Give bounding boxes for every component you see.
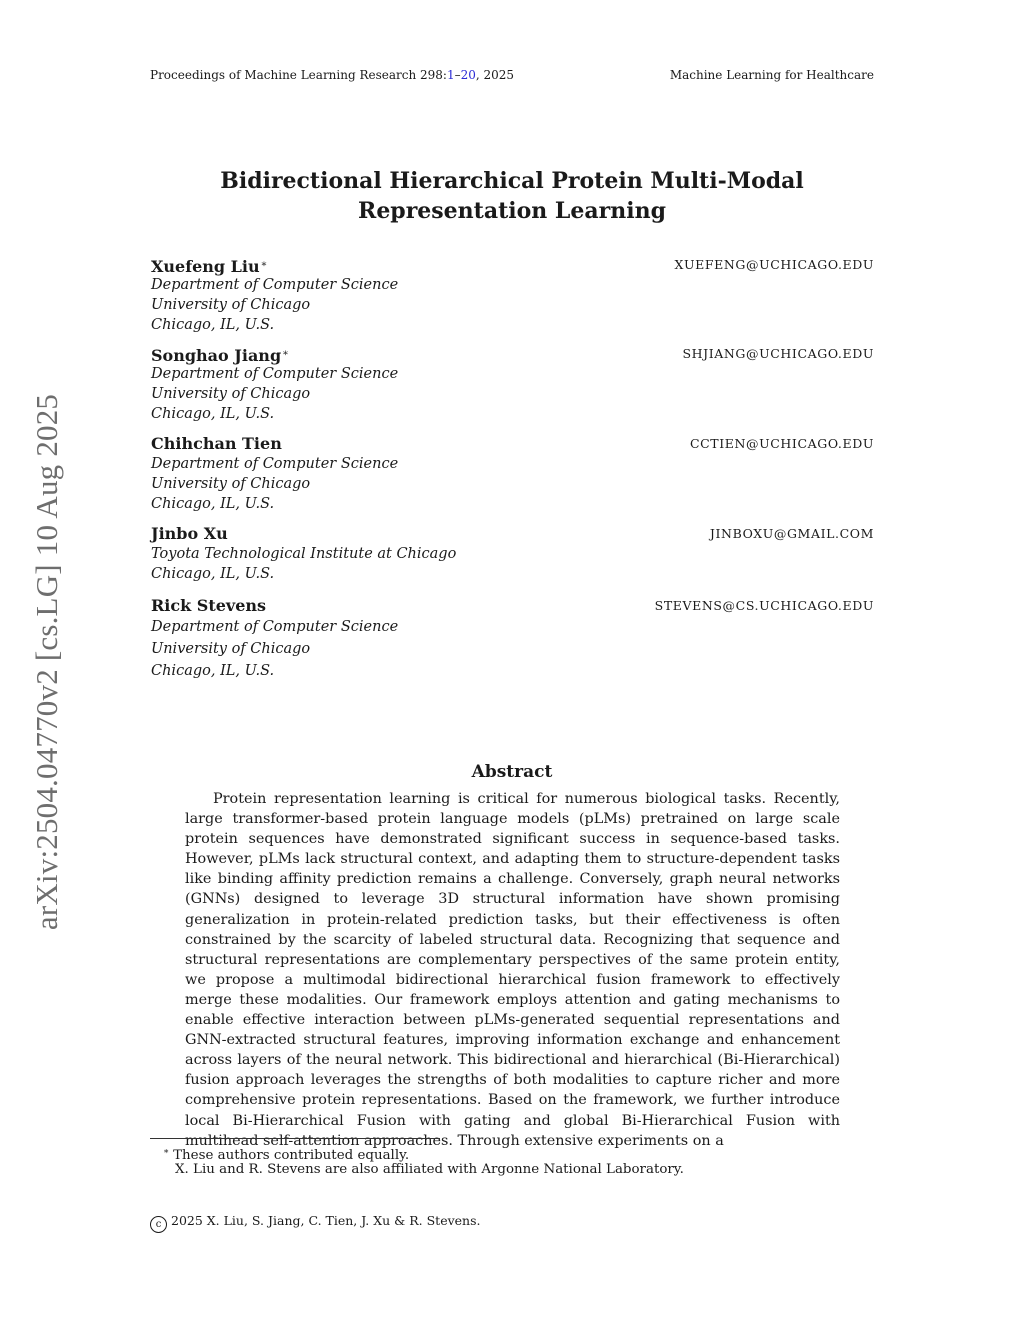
copyright-text: 2025 X. Liu, S. Jiang, C. Tien, J. Xu & R. Stevens. bbox=[171, 1213, 481, 1228]
affiliation-location: Chicago, IL, U.S. bbox=[151, 317, 275, 333]
running-header-right: Machine Learning for Healthcare bbox=[669, 68, 874, 82]
affiliation-department: Department of Computer Science bbox=[151, 456, 399, 472]
author-email[interactable]: XUEFENG@UCHICAGO.EDU bbox=[674, 257, 874, 272]
author-email[interactable]: JINBOXU@GMAIL.COM bbox=[709, 526, 874, 541]
affiliation-institution: University of Chicago bbox=[151, 386, 311, 402]
affiliation-location: Chicago, IL, U.S. bbox=[151, 496, 275, 512]
author-block bbox=[151, 434, 874, 514]
proceedings-year: , 2025 bbox=[475, 68, 515, 82]
affiliation-location: Chicago, IL, U.S. bbox=[151, 406, 275, 422]
author-email[interactable]: STEVENS@CS.UCHICAGO.EDU bbox=[654, 598, 874, 613]
author-block bbox=[151, 255, 874, 335]
author-email[interactable]: CCTIEN@UCHICAGO.EDU bbox=[689, 436, 874, 451]
author-block bbox=[151, 524, 874, 584]
author-block bbox=[151, 344, 874, 424]
copyright-notice bbox=[150, 1212, 481, 1233]
abstract-heading: Abstract bbox=[471, 762, 553, 782]
affiliation-institution: University of Chicago bbox=[151, 641, 311, 657]
author-block bbox=[151, 596, 874, 682]
author-name: Xuefeng Liu∗ bbox=[151, 257, 268, 276]
page-range-separator: – bbox=[454, 68, 461, 82]
affiliation-department: Department of Computer Science bbox=[151, 366, 399, 382]
page-end-link[interactable]: 20 bbox=[460, 68, 476, 82]
affiliation-department: Department of Computer Science bbox=[151, 619, 399, 635]
arxiv-side-stamp: arXiv:2504.04770v2 [cs.LG] 10 Aug 2025 bbox=[29, 393, 64, 931]
affiliation-institution: Toyota Technological Institute at Chicago bbox=[151, 546, 457, 562]
title-line-1: Bidirectional Hierarchical Protein Multi-Modal bbox=[220, 168, 804, 194]
affiliation-location: Chicago, IL, U.S. bbox=[151, 566, 275, 582]
footnote-text: These authors contributed equally. bbox=[173, 1148, 410, 1163]
affiliation-location: Chicago, IL, U.S. bbox=[151, 663, 275, 679]
running-header-left bbox=[150, 68, 514, 82]
affiliation-institution: University of Chicago bbox=[151, 476, 311, 492]
abstract-body: Protein representation learning is critical for numerous biological tasks. Recently, large transformer-based protein language models (pLMs) pretrained on large scale protein sequences have demonstrated significant success in sequence-based tasks. However, pLMs lack structural context, and adapting them to structure-dependent tasks like binding affinity prediction remains a challenge. Conversely, graph neural networks (GNNs) designed to leverage 3D structural information have shown promising generalization in protein-related prediction tasks, but their effectiveness is often constrained by the scarcity of labeled structural data. Recognizing that sequence and structural representations are complementary perspectives of the same protein entity, we propose a multimodal bidirectional hierarchical fusion framework to effectively merge these modalities. Our framework employs attention and gating mechanisms to enable effective interaction between pLMs-generated sequential representations and GNN-extracted structural features, improving information exchange and enhancement across layers of the neural network. This bidirectional and hierarchical (Bi-Hierarchical) fusion approach leverages the strengths of both modalities to capture richer and more comprehensive protein representations. Based on the framework, we further introduce local Bi-Hierarchical Fusion with gating and global Bi-Hierarchical Fusion with multihead self-attention approaches. Through extensive experiments on a bbox=[185, 791, 840, 1149]
equal-contribution-mark: ∗ bbox=[260, 259, 268, 270]
affiliation-institution: University of Chicago bbox=[151, 297, 311, 313]
author-email[interactable]: SHJIANG@UCHICAGO.EDU bbox=[682, 346, 874, 361]
footnote-divider bbox=[150, 1138, 440, 1139]
equal-contribution-mark: ∗ bbox=[282, 348, 289, 359]
author-name: Chihchan Tien bbox=[151, 434, 282, 453]
paper-title bbox=[150, 166, 874, 226]
footnote-mark: ∗ bbox=[163, 1147, 170, 1157]
title-line-2: Representation Learning bbox=[358, 198, 666, 224]
author-name: Songhao Jiang∗ bbox=[151, 346, 289, 365]
author-name: Rick Stevens bbox=[151, 596, 267, 615]
affiliation-department: Department of Computer Science bbox=[151, 277, 399, 293]
page-start-link[interactable]: 1 bbox=[446, 68, 455, 82]
footnote-affiliation-note: X. Liu and R. Stevens are also affiliated with Argonne National Laboratory. bbox=[175, 1162, 684, 1177]
copyright-icon: c bbox=[150, 1216, 167, 1233]
author-name: Jinbo Xu bbox=[151, 524, 228, 543]
proceedings-label: Proceedings of Machine Learning Research 298: bbox=[150, 68, 447, 82]
